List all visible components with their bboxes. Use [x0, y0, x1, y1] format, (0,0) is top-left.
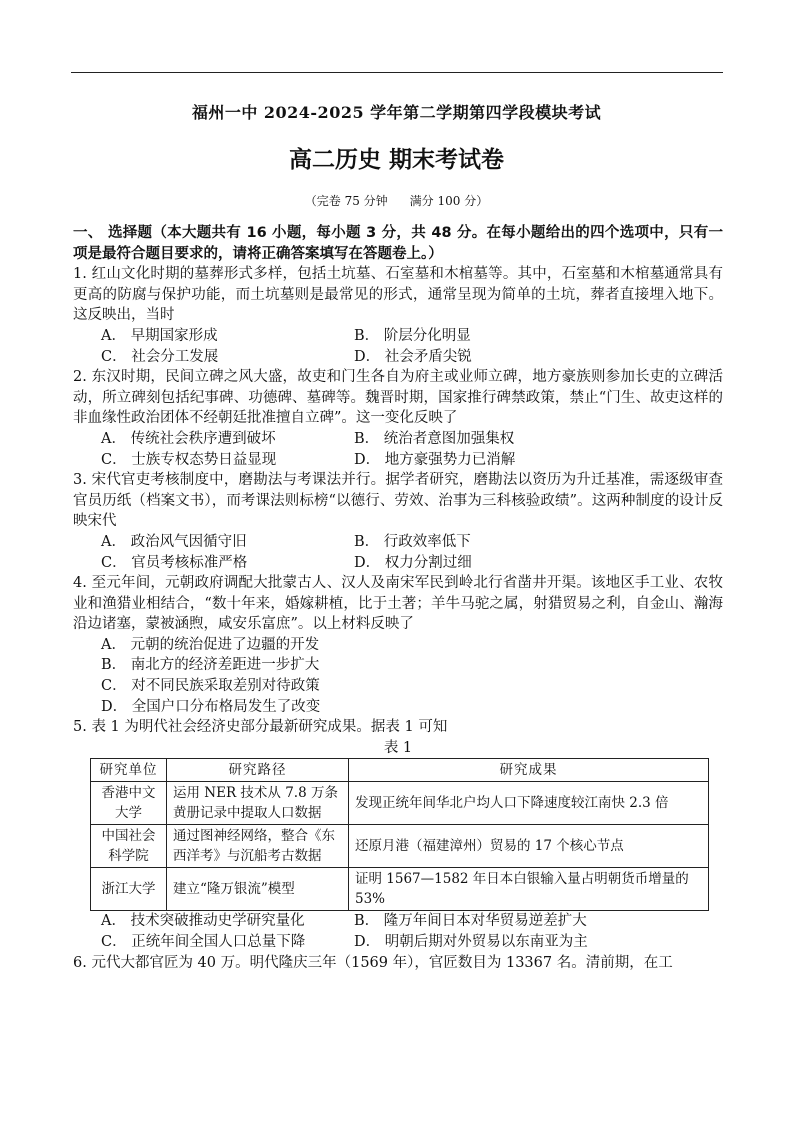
- table-cell: 通过图神经网络，整合《东西洋考》与沉船考古数据: [167, 825, 349, 868]
- table-header: 研究路径: [167, 759, 349, 782]
- research-table: [90, 758, 709, 911]
- question-1-options: [101, 326, 723, 367]
- question-5-options: [101, 911, 723, 952]
- question-2-options: [101, 429, 723, 470]
- table-caption: 表 1: [383, 739, 413, 756]
- question-4-stem: 4. 至元年间，元朝政府调配大批蒙古人、汉人及南宋军民到岭北行省凿井开渠。该地区手工业、农牧业和渔猎业相结合，“数十年来，婚嫁耕植，比于土著；羊牛马驼之属，射猎贸易之利，自金山、瀚海沿边诸塞，蒙被涵煦，咸安乐富庶”。以上材料反映了: [73, 575, 723, 633]
- table-header-row: [91, 759, 709, 782]
- option: B． 南北方的经济差距进一步扩大: [101, 657, 320, 674]
- section-heading: 一、 选择题（本大题共有 16 小题，每小题 3 分，共 48 分。在每小题给出的四个选项中，只有一项是最符合题目要求的，请将正确答案填写在答题卷上。）: [73, 225, 723, 262]
- option: D． 权力分割过细: [354, 554, 472, 571]
- exam-score: 满分 100 分）: [409, 194, 489, 208]
- table-cell: 运用 NER 技术从 7.8 万条黄册记录中提取人口数据: [167, 782, 349, 825]
- option: C． 官员考核标准严格: [101, 554, 248, 571]
- option: D． 明朝后期对外贸易以东南亚为主: [354, 934, 588, 951]
- table-row: [91, 782, 709, 825]
- table-header: 研究单位: [91, 759, 167, 782]
- option: C． 士族专权态势日益显现: [101, 451, 277, 468]
- school-title: 福州一中 2024-2025 学年第二学期第四学段模块考试: [191, 103, 602, 122]
- option: B． 统治者意图加强集权: [354, 430, 515, 447]
- option: D． 社会矛盾尖锐: [354, 348, 472, 365]
- option: D． 全国户口分布格局发生了改变: [101, 698, 321, 715]
- table-cell: 建立“隆万银流”模型: [167, 868, 349, 911]
- question-6-stem: 6. 元代大都官匠为 40 万。明代隆庆三年（1569 年），官匠数目为 13367 名。清前期，在工: [73, 954, 673, 971]
- table-cell: 还原月港（福建漳州）贸易的 17 个核心节点: [349, 825, 709, 868]
- question-3-options: [101, 532, 723, 573]
- option: B． 隆万年间日本对华贸易逆差扩大: [354, 913, 587, 930]
- option: C． 对不同民族采取差别对待政策: [101, 678, 320, 695]
- table-cell: 发现正统年间华北户均人口下降速度较江南快 2.3 倍: [349, 782, 709, 825]
- table-cell: 证明 1567—1582 年日本白银输入量占明朝货币增量的 53%: [349, 868, 709, 911]
- exam-title: 高二历史 期末考试卷: [288, 147, 504, 173]
- question-4-options: [101, 635, 723, 717]
- exam-info: [0, 192, 793, 209]
- exam-content: [73, 223, 723, 973]
- question-2-stem: 2. 东汉时期，民间立碑之风大盛，故吏和门生各自为府主或业师立碑，地方豪族则参加长吏的立碑活动，所立碑刻包括纪事碑、功德碑、墓碑等。魏晋时期，国家推行碑禁政策，禁止“门生、故吏这样的非血缘性政治团体不经朝廷批准擅自立碑”。这一变化反映了: [73, 369, 723, 427]
- option: A． 早期国家形成: [101, 327, 218, 344]
- top-rule: [71, 72, 723, 73]
- question-5-stem: 5. 表 1 为明代社会经济史部分最新研究成果。据表 1 可知: [73, 719, 448, 736]
- exam-time: （完卷 75 分钟: [304, 194, 388, 208]
- option: B． 行政效率低下: [354, 533, 471, 550]
- table-row: [91, 825, 709, 868]
- table-cell: 浙江大学: [91, 868, 167, 911]
- table-cell: 中国社会科学院: [91, 825, 167, 868]
- question-3-stem: 3. 宋代官吏考核制度中，磨勘法与考课法并行。据学者研究，磨勘法以资历为升迁基准，需逐级审查官员历纸（档案文书），而考课法则标榜“以德行、劳效、治事为三科核验政绩”。这两种制度的设计反映宋代: [73, 472, 723, 530]
- option: C． 正统年间全国人口总量下降: [101, 934, 306, 951]
- table-header: 研究成果: [349, 759, 709, 782]
- option: D． 地方豪强势力已消解: [354, 451, 516, 468]
- option: A． 政治风气因循守旧: [101, 533, 247, 550]
- option: A． 元朝的统治促进了边疆的开发: [101, 636, 320, 653]
- option: A． 传统社会秩序遭到破坏: [101, 430, 276, 447]
- option: A． 技术突破推动史学研究量化: [101, 913, 305, 930]
- question-1-stem: 1. 红山文化时期的墓葬形式多样，包括土坑墓、石室墓和木棺墓等。其中，石室墓和木棺墓通常具有更高的防腐与保护功能，而土坑墓则是最常见的形式，通常呈现为简单的土坑，葬者直接埋入地下。这反映出，当时: [73, 266, 723, 324]
- table-row: [91, 868, 709, 911]
- option: C． 社会分工发展: [101, 348, 219, 365]
- option: B． 阶层分化明显: [354, 327, 471, 344]
- table-cell: 香港中文大学: [91, 782, 167, 825]
